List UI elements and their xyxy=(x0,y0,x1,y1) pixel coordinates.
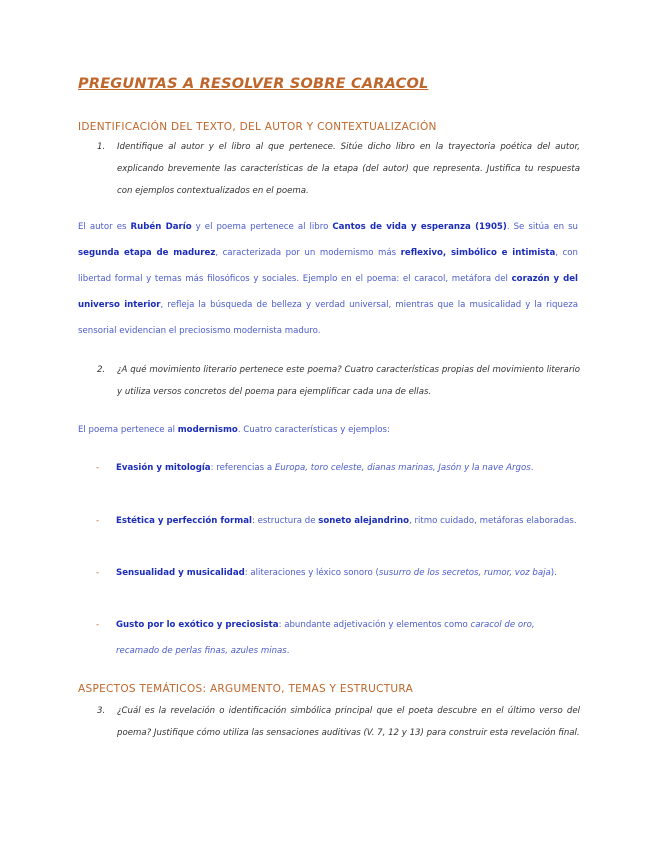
answer-text: , refleja la búsqueda de belleza y verdad universal, mientras que la musicalidad y la riqueza sensorial evidencian el preciosismo modernista maduro. xyxy=(78,300,579,336)
bullet-example: susurro de los secretos, rumor, voz baja xyxy=(378,568,551,578)
list-item xyxy=(96,612,580,664)
bullet-text: : referencias a xyxy=(210,463,275,473)
bullet-heading: Gusto por lo exótico y preciosista xyxy=(116,620,279,630)
answer-text: . Cuatro características y ejemplos: xyxy=(237,425,390,435)
bullet-dash: - xyxy=(96,568,100,578)
answer-text: y el poema pertenece al libro xyxy=(191,222,333,232)
answer-highlight: Cantos de vida y esperanza (1905) xyxy=(332,222,507,232)
bullet-example: Europa, toro celeste, dianas marinas, Jasón y la nave Argos xyxy=(274,463,531,473)
question-text: ¿Cuál es la revelación o identificación simbólica principal que el poeta descubre en el último verso del poema? Justifique cómo utiliza las sensaciones auditivas (V. 7, 12 y 13) para construir esta revelación final. xyxy=(117,706,580,738)
question-number: 2. xyxy=(97,365,106,375)
section-heading-identificacion: IDENTIFICACIÓN DEL TEXTO, DEL AUTOR Y CONTEXTUALIZACIÓN xyxy=(78,121,437,133)
answer-text: , con libertad formal y temas más filosóficos y sociales. Ejemplo en el poema: el caracol, metáfora del xyxy=(78,248,578,284)
bullet-text: : abundante adjetivación y elementos como xyxy=(278,620,471,630)
answer-text: . Se sitúa en su xyxy=(506,222,578,232)
answer-highlight: Rubén Darío xyxy=(130,222,192,232)
answer-text: El poema pertenece al xyxy=(78,425,178,435)
bullet-highlight: soneto alejandrino xyxy=(318,516,410,526)
answer-1 xyxy=(78,214,578,344)
answer-text: , caracterizada por un modernismo más xyxy=(215,248,401,258)
bullet-text: . xyxy=(530,463,534,473)
question-text: Identifique al autor y el libro al que pertenece. Sitúe dicho libro en la trayectoria poética del autor, explicando brevemente las características de la etapa (del autor) que representa. Justifica tu respuesta con ejemplos contextualizados en el poema. xyxy=(117,142,580,196)
bullet-text: , ritmo cuidado, metáforas elaboradas. xyxy=(409,516,577,526)
bullet-heading: Sensualidad y musicalidad xyxy=(116,568,245,578)
bullet-text: . xyxy=(286,646,290,656)
bullet-text: : estructura de xyxy=(251,516,319,526)
bullet-example: caracol de oro, recamado de perlas finas, azules minas xyxy=(116,620,535,656)
page-title: PREGUNTAS A RESOLVER SOBRE CARACOL xyxy=(78,76,429,92)
answer-highlight: modernismo xyxy=(177,425,238,435)
bullet-dash: - xyxy=(96,620,100,630)
list-item xyxy=(96,508,580,534)
bullet-text: ). xyxy=(550,568,557,578)
bullet-text: : aliteraciones y léxico sonoro ( xyxy=(244,568,379,578)
bullet-heading: Estética y perfección formal xyxy=(116,516,252,526)
answer-text: El autor es xyxy=(78,222,131,232)
answer-highlight: segunda etapa de madurez xyxy=(78,248,216,258)
section-heading-aspectos: ASPECTOS TEMÁTICOS: ARGUMENTO, TEMAS Y ESTRUCTURA xyxy=(78,683,414,695)
question-3 xyxy=(97,700,580,744)
bullet-heading: Evasión y mitología xyxy=(116,463,211,473)
question-number: 3. xyxy=(97,706,106,716)
bullet-dash: - xyxy=(96,516,100,526)
question-number: 1. xyxy=(97,142,106,152)
list-item xyxy=(96,455,580,481)
answer-highlight: corazón y del universo interior xyxy=(78,274,578,310)
bullet-dash: - xyxy=(96,463,100,473)
answer-highlight: reflexivo, simbólico e intimista xyxy=(400,248,556,258)
question-text: ¿A qué movimiento literario pertenece este poema? Cuatro características propias del movimiento literario y utiliza versos concretos del poema para ejemplificar cada una de ellas. xyxy=(117,365,580,397)
question-2 xyxy=(97,359,580,403)
list-item xyxy=(96,560,580,586)
question-1 xyxy=(97,136,580,202)
answer-2 xyxy=(78,417,578,443)
